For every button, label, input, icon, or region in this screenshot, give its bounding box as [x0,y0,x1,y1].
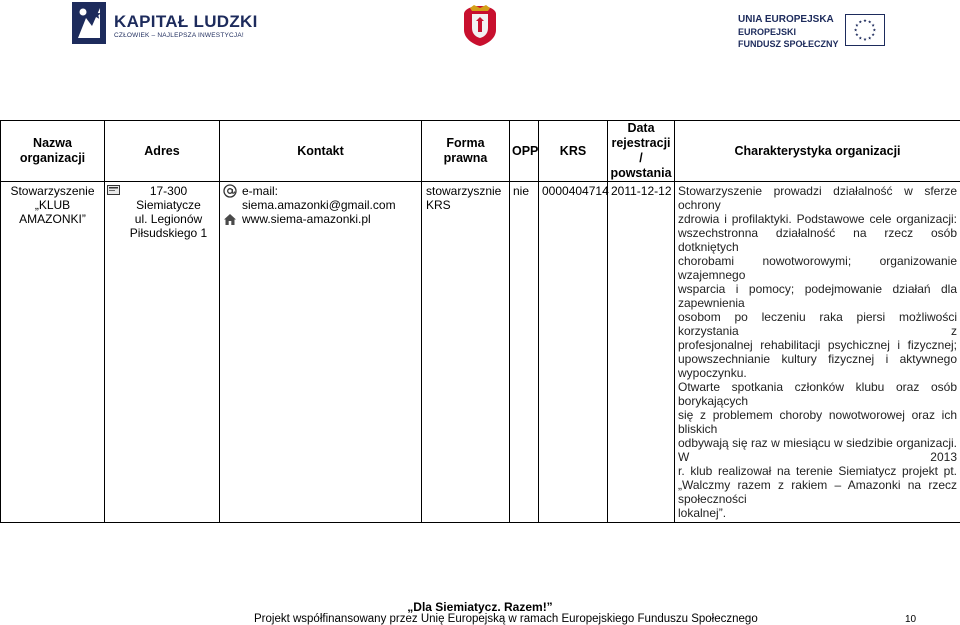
address-line-3: Piłsudskiego 1 [129,226,208,240]
eu-line-1: UNIA EUROPEJSKA [738,14,834,25]
eu-star-icon [872,24,875,27]
description-line: wsparcia i pomocy; podejmowanie działań dla zapewnienia [678,282,957,310]
header-contact: Kontakt [220,121,422,182]
description-line: „Walczmy razem z rakiem – Amazonki na rzecz społeczności [678,478,957,506]
footer-project-note: Projekt współfinansowany przez Unię Europejską w ramach Europejskiego Funduszu Społecznego [254,613,758,625]
eu-star-icon [868,20,871,23]
description-line: odbywają się raz w miesiącu w siedzibie organizacji. W 2013 [678,436,957,464]
description-line: zdrowia i profilaktyki. Podstawowe cele organizacji: [678,212,957,226]
description-line: się z problemem choroby nowotworowej oraz ich bliskich [678,408,957,436]
address-line-1: 17-300 Siemiatycze [136,184,201,212]
name-line-2: „KLUB AMAZONKI” [19,198,86,226]
eu-star-icon [863,19,866,22]
cell-contact [220,182,422,523]
cell-address [105,182,220,523]
eu-line-2: EUROPEJSKI [738,27,797,37]
eu-star-icon [863,38,866,41]
header-opp: OPP [510,121,539,182]
kapital-ludzki-logo [72,2,258,46]
form-line-1: stowarzysznie [426,184,502,198]
page-number: 10 [905,614,917,625]
form-line-2: KRS [426,198,451,212]
name-line-1: Stowarzyszenie [10,184,95,198]
footer-slogan: „Dla Siemiatycz. Razem!” [407,600,553,614]
header-form: Forma prawna [422,121,510,182]
home-icon [223,213,237,226]
kapital-ludzki-subtitle: CZŁOWIEK – NAJLEPSZA INWESTYCJA! [114,32,244,39]
description-line: upowszechnianie kultury fizycznej i aktywnego wypoczynku. [678,352,957,380]
header-date: Data rejestracji / powstania [608,121,675,182]
description-line: Otwarte spotkania członków klubu oraz osób borykających [678,380,957,408]
eu-star-icon [855,33,858,36]
kapital-ludzki-logo-icon [72,2,106,44]
organization-table [0,120,960,523]
cell-opp: nie [510,182,539,523]
table-header-row [1,121,960,182]
description-line: Stowarzyszenie prowadzi działalność w sferze ochrony [678,184,957,212]
cell-krs: 0000404714 [539,182,608,523]
description-line: lokalnej”. [678,506,727,520]
header-address: Adres [105,121,220,182]
description-line: r. klub realizował na terenie Siemiatycz projekt pt. [678,464,957,478]
at-sign-icon [223,184,237,198]
eu-line-3: FUNDUSZ SPOŁECZNY [738,39,839,49]
email-link[interactable]: e-mail: siema.amazonki@gmail.com [242,184,396,212]
website-link[interactable]: www.siema-amazonki.pl [242,212,371,226]
crest-icon [458,4,502,48]
eu-star-icon [854,28,857,31]
cell-form [422,182,510,523]
description-line: osobom po leczeniu raka piersi możliwości korzystania z [678,310,957,338]
description-line: profesjonalnej rehabilitacji psychicznej i fizycznej; [678,338,957,352]
table-row [1,182,960,523]
description-line: wszechstronna działalność na rzecz osób dotkniętych [678,226,957,254]
cell-description [675,182,960,523]
kapital-ludzki-title: KAPITAŁ LUDZKI [114,12,258,31]
description-line: chorobami nowotworowymi; organizowanie wzajemnego [678,254,957,282]
header-desc: Charakterystyka organizacji [675,121,960,182]
header-krs: KRS [539,121,608,182]
eu-star-icon [859,36,862,39]
cell-name [1,182,105,523]
address-line-2: ul. Legionów [134,212,203,226]
eu-star-icon [859,20,862,23]
eu-star-icon [855,24,858,27]
eu-star-icon [872,33,875,36]
header-name: Nazwa organizacji [1,121,105,182]
eu-star-icon [868,36,871,39]
mail-card-icon [107,185,120,195]
eu-star-icon [873,28,876,31]
cell-date: 2011-12-12 [608,182,675,523]
eu-flag-icon [845,14,885,46]
